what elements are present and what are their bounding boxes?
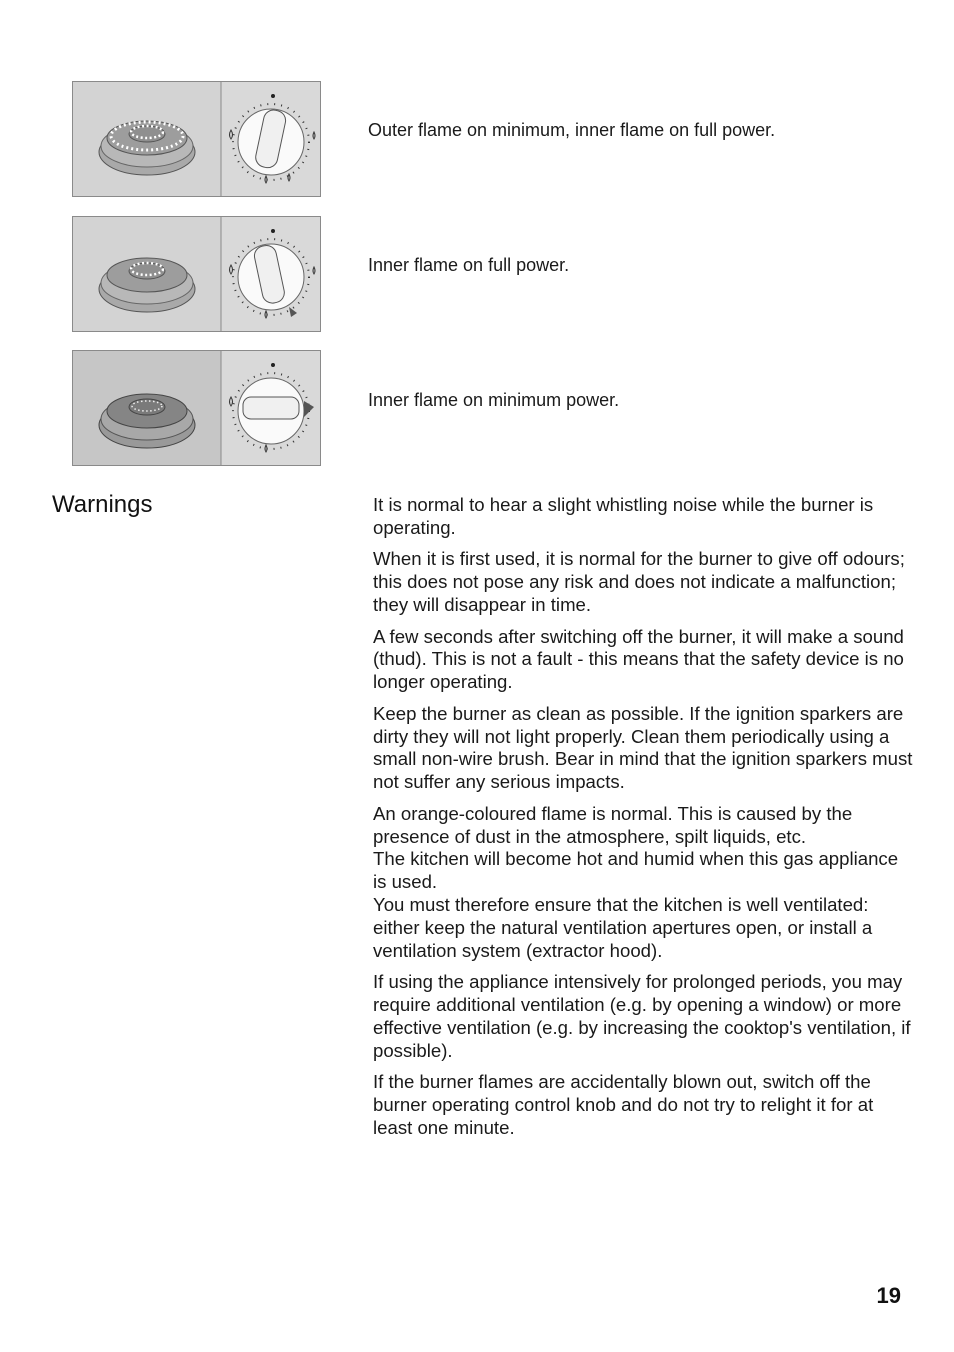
- warning-paragraph: If the burner flames are accidentally blown out, switch off the burner operating control knob and do not try to relight it for at least one minute.: [373, 1071, 874, 1138]
- warning-paragraph: If using the appliance intensively for prolonged periods, you may require additional ventilation (e.g. by opening a window) or more effective ventilation (e.g. by increasing the cooktop's ventilation, if possible).: [373, 971, 911, 1061]
- burner-illustration-inner-min: [72, 350, 321, 466]
- warnings-body: [373, 494, 913, 1148]
- page-number: 19: [876, 1283, 901, 1308]
- section-heading: Warnings: [52, 491, 153, 518]
- warning-paragraph: Keep the burner as clean as possible. If the ignition sparkers are dirty they will not light properly. Clean them periodically using a small non-wire brush. Bear in mind that the ignition sparkers must not suffer any serious impacts.: [373, 702, 913, 793]
- warning-paragraph: It is normal to hear a slight whistling noise while the burner is operating.: [373, 494, 874, 538]
- burner-icon: [99, 258, 195, 312]
- warning-paragraph: An orange-coloured flame is normal. This is caused by the presence of dust in the atmosphere, spilt liquids, etc. The kitchen will become hot and humid when this gas appliance is used. You must therefore ensure that the kitchen is well ventilated: either keep the natural ventilation apertures open, or install a ventilation system (extractor hood).: [373, 802, 899, 961]
- figure-caption: Outer flame on minimum, inner flame on full power.: [368, 120, 776, 140]
- figure-caption: Inner flame on minimum power.: [368, 390, 620, 410]
- figure-caption: Inner flame on full power.: [368, 255, 570, 275]
- burner-icon: [99, 121, 195, 175]
- burner-illustration-inner-full: [72, 216, 321, 332]
- warning-paragraph: When it is first used, it is normal for the burner to give off odours; this does not pose any risk and does not indicate a malfunction; they will disappear in time.: [373, 548, 905, 615]
- warning-paragraph: A few seconds after switching off the burner, it will make a sound (thud). This is not a fault - this means that the safety device is no longer operating.: [373, 625, 904, 693]
- burner-icon: [99, 394, 195, 448]
- burner-illustration-outer-min-inner-full: [72, 81, 321, 197]
